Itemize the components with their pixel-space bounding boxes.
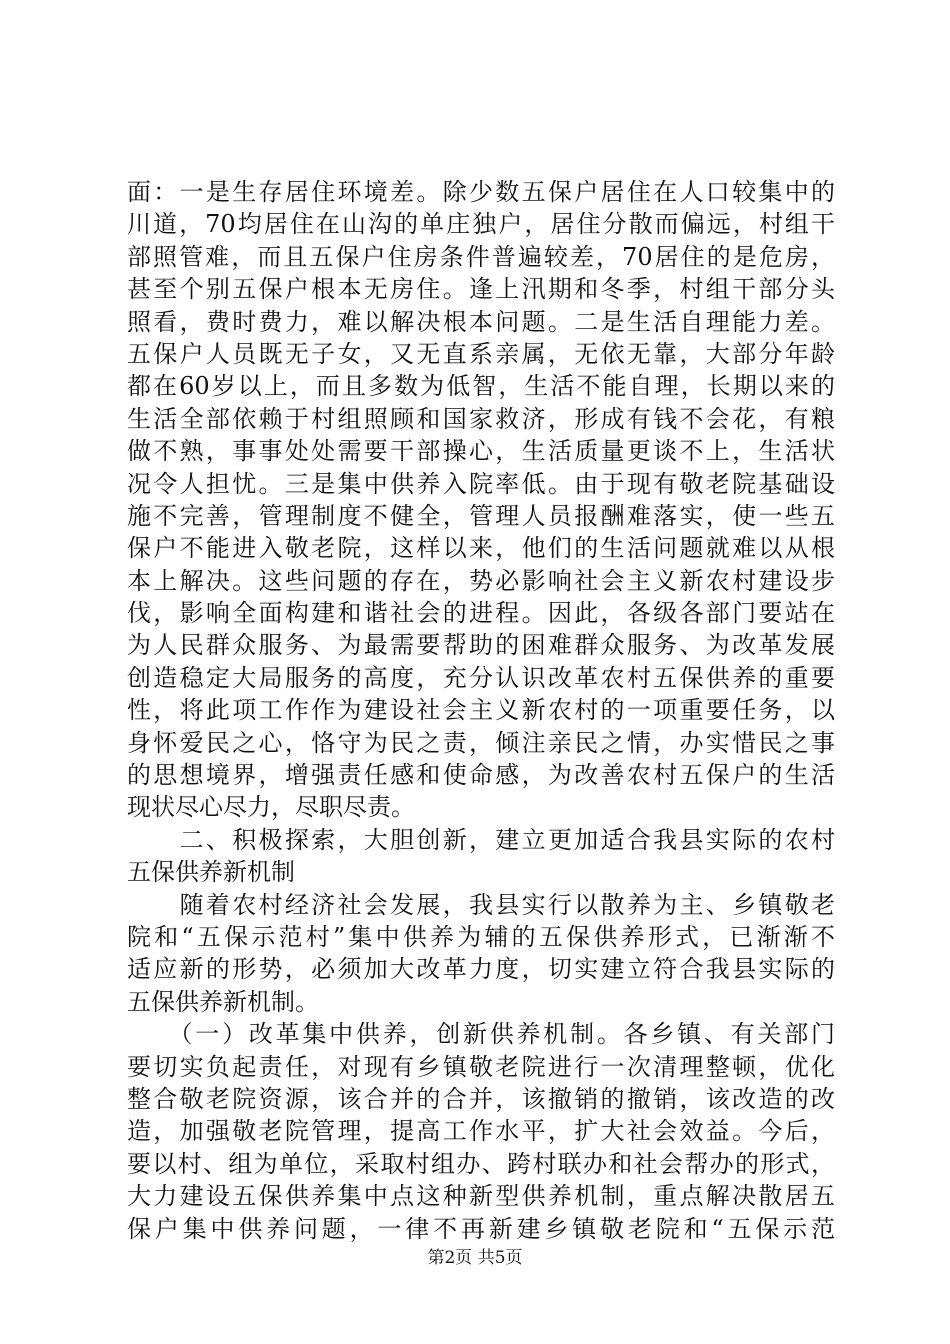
body-line-26: 五保供养新机制。 <box>127 987 319 1016</box>
document-body <box>127 176 835 1245</box>
section-heading-line-2: 五保供养新机制 <box>127 858 295 887</box>
body-line-27: （一）改革集中供养，创新供养机制。各乡镇、有关部门 <box>127 1020 835 1049</box>
body-line-15: 为人民群众服务、为最需要帮助的困难群众服务、为改革发展 <box>127 631 835 660</box>
body-line-31: 要以村、组为单位，采取村组办、跨村联办和社会帮办的形式， <box>127 1149 835 1178</box>
body-line-18: 身怀爱民之心，恪守为民之责，倾注亲民之情，办实惜民之事 <box>127 728 835 757</box>
body-line-25: 适应新的形势，必须加大改革力度，切实建立符合我县实际的 <box>127 955 835 984</box>
body-line-5: 照看，费时费力，难以解决根本问题。二是生活自理能力差。 <box>127 307 835 336</box>
body-line-8: 生活全部依赖于村组照顾和国家救济，形成有钱不会花，有粮 <box>127 404 835 433</box>
section-heading-line-1: 二、积极探索，大胆创新，建立更加适合我县实际的农村 <box>127 825 835 854</box>
body-line-33: 保户集中供养问题，一律不再新建乡镇敬老院和“五保示范 <box>127 1214 835 1243</box>
body-line-7: 都在60岁以上，而且多数为低智，生活不能自理，长期以来的 <box>127 372 835 401</box>
body-line-12: 保户不能进入敬老院，这样以来，他们的生活问题就难以从根 <box>127 534 835 563</box>
page-number-footer: 第2页 共5页 <box>427 1248 523 1268</box>
body-line-24: 院和“五保示范村”集中供养为辅的五保供养形式，已渐渐不 <box>127 922 835 951</box>
body-line-2: 川道，70均居住在山沟的单庄独户，居住分散而偏远，村组干 <box>127 210 835 239</box>
body-line-4: 甚至个别五保户根本无房住。逢上汛期和冬季，村组干部分头 <box>127 275 835 304</box>
body-line-3: 部照管难，而且五保户住房条件普遍较差，70居住的是危房， <box>127 242 835 271</box>
body-line-23: 随着农村经济社会发展，我县实行以散养为主、乡镇敬老 <box>127 890 835 919</box>
body-line-16: 创造稳定大局服务的高度，充分认识改革农村五保供养的重要 <box>127 663 835 692</box>
body-line-28: 要切实负起责任，对现有乡镇敬老院进行一次清理整顿，优化 <box>127 1052 835 1081</box>
body-line-11: 施不完善，管理制度不健全，管理人员报酬难落实，使一些五 <box>127 501 835 530</box>
body-line-19: 的思想境界，增强责任感和使命感，为改善农村五保户的生活 <box>127 761 835 790</box>
body-line-32: 大力建设五保供养集中点这种新型供养机制，重点解决散居五 <box>127 1182 835 1211</box>
body-line-29: 整合敬老院资源，该合并的合并，该撤销的撤销，该改造的改 <box>127 1084 835 1113</box>
body-line-9: 做不熟，事事处处需要干部操心，生活质量更谈不上，生活状 <box>127 437 835 466</box>
body-line-30: 造，加强敬老院管理，提高工作水平，扩大社会效益。今后， <box>127 1117 835 1146</box>
body-line-14: 伐，影响全面构建和谐社会的进程。因此，各级各部门要站在 <box>127 599 835 628</box>
body-line-10: 况令人担忧。三是集中供养入院率低。由于现有敬老院基础设 <box>127 469 835 498</box>
body-line-13: 本上解决。这些问题的存在，势必影响社会主义新农村建设步 <box>127 566 835 595</box>
body-line-6: 五保户人员既无子女，又无直系亲属，无依无靠，大部分年龄 <box>127 339 835 368</box>
body-line-20: 现状尽心尽力，尽职尽责。 <box>127 793 415 822</box>
body-line-17: 性，将此项工作作为建设社会主义新农村的一项重要任务，以 <box>127 696 835 725</box>
body-line-1: 面：一是生存居住环境差。除少数五保户居住在人口较集中的 <box>127 178 835 206</box>
